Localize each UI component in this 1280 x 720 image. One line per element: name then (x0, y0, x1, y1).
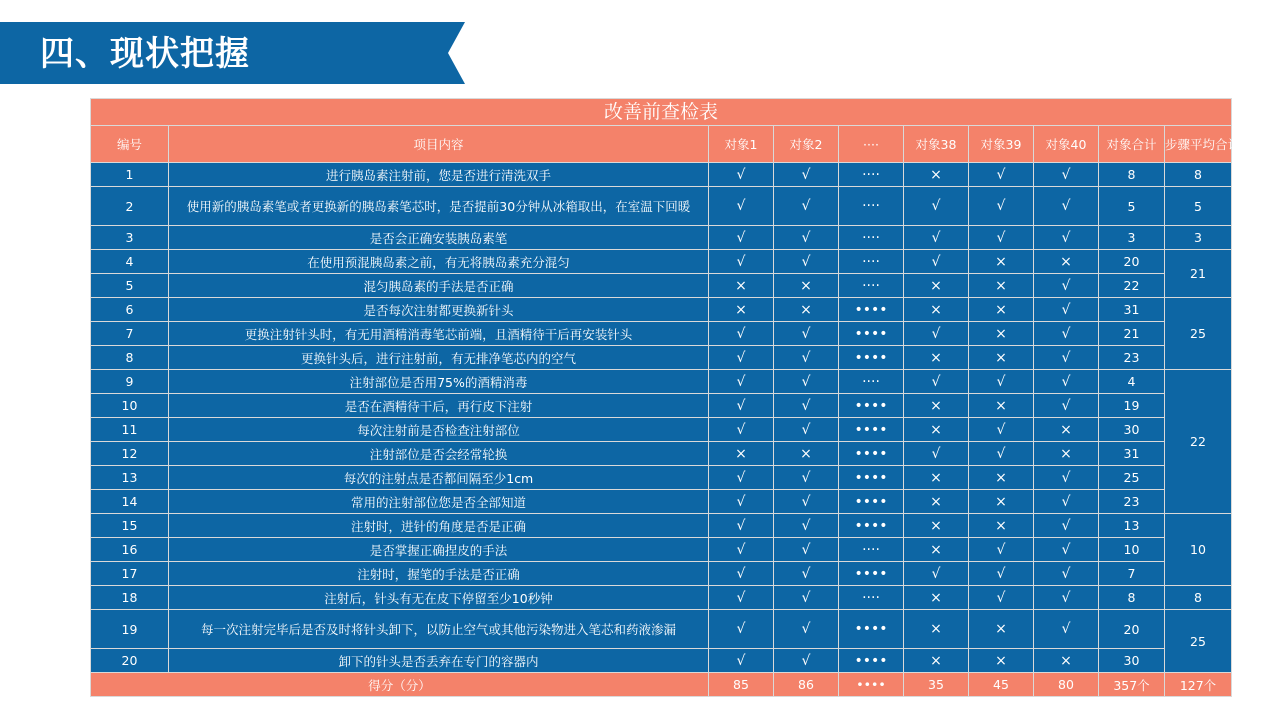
row-step-average: 25 (1165, 298, 1232, 370)
row-subject-1-mark: √ (709, 562, 774, 586)
row-subject-2-mark: √ (774, 586, 839, 610)
table-row (91, 649, 1232, 673)
row-total: 13 (1099, 514, 1165, 538)
table-row (91, 322, 1232, 346)
table-row (91, 466, 1232, 490)
row-total: 30 (1099, 418, 1165, 442)
row-subject-39-mark: × (969, 298, 1034, 322)
table-row (91, 394, 1232, 418)
row-subject-39-mark: × (969, 610, 1034, 649)
row-subject-1-mark: √ (709, 538, 774, 562)
table-row (91, 226, 1232, 250)
row-subject-2-mark: √ (774, 187, 839, 226)
row-item: 每次注射前是否检查注射部位 (169, 418, 709, 442)
row-ellipsis-mark: •••• (839, 562, 904, 586)
row-subject-40-mark: √ (1034, 538, 1099, 562)
row-item: 是否在酒精待干后，再行皮下注射 (169, 394, 709, 418)
row-subject-40-mark: √ (1034, 586, 1099, 610)
row-subject-1-mark: √ (709, 370, 774, 394)
row-subject-2-mark: √ (774, 514, 839, 538)
header-row (91, 126, 1232, 163)
row-number: 17 (91, 562, 169, 586)
header-step-average: 步骤平均合计 (1165, 126, 1232, 163)
row-ellipsis-mark: ···· (839, 226, 904, 250)
row-subject-1-mark: √ (709, 322, 774, 346)
row-step-average: 3 (1165, 226, 1232, 250)
footer-score-38: 35 (904, 673, 969, 697)
row-subject-2-mark: × (774, 298, 839, 322)
row-subject-38-mark: √ (904, 226, 969, 250)
row-item: 注射部位是否会经常轮换 (169, 442, 709, 466)
row-subject-1-mark: × (709, 274, 774, 298)
header-subject-40: 对象40 (1034, 126, 1099, 163)
row-item: 注射时，进针的角度是否是正确 (169, 514, 709, 538)
row-item: 是否每次注射都更换新针头 (169, 298, 709, 322)
row-total: 22 (1099, 274, 1165, 298)
row-number: 4 (91, 250, 169, 274)
table-row (91, 346, 1232, 370)
row-subject-38-mark: × (904, 346, 969, 370)
row-subject-39-mark: √ (969, 442, 1034, 466)
footer-label: 得分（分） (91, 673, 709, 697)
row-subject-38-mark: × (904, 298, 969, 322)
row-number: 10 (91, 394, 169, 418)
table-row (91, 250, 1232, 274)
row-item: 在使用预混胰岛素之前，有无将胰岛素充分混匀 (169, 250, 709, 274)
row-subject-40-mark: √ (1034, 163, 1099, 187)
row-subject-1-mark: × (709, 298, 774, 322)
row-ellipsis-mark: •••• (839, 610, 904, 649)
row-number: 12 (91, 442, 169, 466)
row-item: 是否会正确安装胰岛素笔 (169, 226, 709, 250)
table-row (91, 163, 1232, 187)
row-ellipsis-mark: ···· (839, 187, 904, 226)
row-subject-38-mark: √ (904, 187, 969, 226)
row-number: 18 (91, 586, 169, 610)
row-ellipsis-mark: ···· (839, 250, 904, 274)
row-subject-2-mark: √ (774, 346, 839, 370)
row-subject-40-mark: √ (1034, 322, 1099, 346)
header-item: 项目内容 (169, 126, 709, 163)
row-ellipsis-mark: ···· (839, 163, 904, 187)
row-total: 21 (1099, 322, 1165, 346)
row-subject-38-mark: × (904, 466, 969, 490)
row-total: 5 (1099, 187, 1165, 226)
table-row (91, 370, 1232, 394)
row-item: 卸下的针头是否丢弃在专门的容器内 (169, 649, 709, 673)
row-total: 20 (1099, 250, 1165, 274)
row-subject-40-mark: √ (1034, 562, 1099, 586)
row-subject-1-mark: √ (709, 226, 774, 250)
row-subject-2-mark: √ (774, 418, 839, 442)
table-row (91, 514, 1232, 538)
row-subject-38-mark: × (904, 418, 969, 442)
row-ellipsis-mark: •••• (839, 298, 904, 322)
row-item: 更换针头后，进行注射前，有无排净笔芯内的空气 (169, 346, 709, 370)
row-number: 19 (91, 610, 169, 649)
row-item: 每一次注射完毕后是否及时将针头卸下，以防止空气或其他污染物进入笔芯和药液渗漏 (169, 610, 709, 649)
row-subject-38-mark: × (904, 490, 969, 514)
row-total: 23 (1099, 346, 1165, 370)
row-subject-1-mark: √ (709, 610, 774, 649)
table-caption: 改善前查检表 (91, 99, 1232, 126)
row-subject-39-mark: √ (969, 562, 1034, 586)
row-subject-2-mark: √ (774, 490, 839, 514)
row-ellipsis-mark: •••• (839, 466, 904, 490)
row-ellipsis-mark: •••• (839, 322, 904, 346)
footer-score-40: 80 (1034, 673, 1099, 697)
row-subject-1-mark: √ (709, 649, 774, 673)
row-total: 4 (1099, 370, 1165, 394)
row-total: 8 (1099, 163, 1165, 187)
row-subject-38-mark: √ (904, 370, 969, 394)
row-subject-1-mark: √ (709, 490, 774, 514)
table-row (91, 442, 1232, 466)
row-number: 14 (91, 490, 169, 514)
row-subject-1-mark: × (709, 442, 774, 466)
footer-total: 357个 (1099, 673, 1165, 697)
row-subject-2-mark: × (774, 442, 839, 466)
row-ellipsis-mark: •••• (839, 514, 904, 538)
row-subject-40-mark: √ (1034, 346, 1099, 370)
check-table (90, 98, 1241, 697)
footer-score-ellipsis: •••• (839, 673, 904, 697)
row-number: 2 (91, 187, 169, 226)
row-step-average: 21 (1165, 250, 1232, 298)
row-subject-40-mark: × (1034, 250, 1099, 274)
row-number: 8 (91, 346, 169, 370)
table-row (91, 274, 1232, 298)
row-ellipsis-mark: •••• (839, 346, 904, 370)
row-item: 混匀胰岛素的手法是否正确 (169, 274, 709, 298)
row-subject-2-mark: √ (774, 370, 839, 394)
row-ellipsis-mark: •••• (839, 490, 904, 514)
row-subject-38-mark: × (904, 514, 969, 538)
row-ellipsis-mark: •••• (839, 649, 904, 673)
row-subject-40-mark: √ (1034, 490, 1099, 514)
row-total: 19 (1099, 394, 1165, 418)
row-subject-39-mark: √ (969, 586, 1034, 610)
row-subject-39-mark: × (969, 322, 1034, 346)
footer-score-39: 45 (969, 673, 1034, 697)
table-row (91, 490, 1232, 514)
row-subject-40-mark: √ (1034, 298, 1099, 322)
row-subject-39-mark: √ (969, 163, 1034, 187)
row-subject-2-mark: √ (774, 163, 839, 187)
row-subject-1-mark: √ (709, 514, 774, 538)
row-subject-40-mark: √ (1034, 514, 1099, 538)
footer-score-2: 86 (774, 673, 839, 697)
row-subject-40-mark: √ (1034, 370, 1099, 394)
row-number: 7 (91, 322, 169, 346)
footer-row (91, 673, 1232, 697)
row-subject-38-mark: √ (904, 322, 969, 346)
header-subject-39: 对象39 (969, 126, 1034, 163)
row-number: 16 (91, 538, 169, 562)
row-item: 进行胰岛素注射前，您是否进行清洗双手 (169, 163, 709, 187)
row-number: 15 (91, 514, 169, 538)
row-subject-39-mark: × (969, 394, 1034, 418)
row-subject-40-mark: √ (1034, 274, 1099, 298)
row-total: 23 (1099, 490, 1165, 514)
row-subject-39-mark: × (969, 649, 1034, 673)
row-step-average: 10 (1165, 514, 1232, 586)
row-subject-2-mark: × (774, 274, 839, 298)
row-subject-38-mark: √ (904, 250, 969, 274)
header-ellipsis: ···· (839, 126, 904, 163)
row-total: 25 (1099, 466, 1165, 490)
row-step-average: 5 (1165, 187, 1232, 226)
row-subject-1-mark: √ (709, 163, 774, 187)
row-item: 常用的注射部位您是否全部知道 (169, 490, 709, 514)
row-subject-2-mark: √ (774, 649, 839, 673)
row-total: 7 (1099, 562, 1165, 586)
row-ellipsis-mark: ···· (839, 274, 904, 298)
row-subject-40-mark: √ (1034, 187, 1099, 226)
row-number: 6 (91, 298, 169, 322)
row-subject-38-mark: × (904, 586, 969, 610)
row-number: 13 (91, 466, 169, 490)
row-subject-39-mark: × (969, 514, 1034, 538)
row-subject-39-mark: √ (969, 418, 1034, 442)
row-number: 20 (91, 649, 169, 673)
row-subject-1-mark: √ (709, 346, 774, 370)
row-subject-2-mark: √ (774, 394, 839, 418)
row-subject-2-mark: √ (774, 250, 839, 274)
row-subject-40-mark: √ (1034, 394, 1099, 418)
row-item: 注射部位是否用75%的酒精消毒 (169, 370, 709, 394)
row-subject-1-mark: √ (709, 250, 774, 274)
row-subject-40-mark: × (1034, 649, 1099, 673)
row-subject-40-mark: √ (1034, 226, 1099, 250)
header-subject-2: 对象2 (774, 126, 839, 163)
row-subject-1-mark: √ (709, 466, 774, 490)
row-step-average: 25 (1165, 610, 1232, 673)
row-ellipsis-mark: ···· (839, 538, 904, 562)
row-total: 8 (1099, 586, 1165, 610)
row-subject-39-mark: × (969, 250, 1034, 274)
row-ellipsis-mark: ···· (839, 586, 904, 610)
row-subject-1-mark: √ (709, 394, 774, 418)
row-subject-38-mark: × (904, 610, 969, 649)
row-subject-38-mark: × (904, 649, 969, 673)
header-number: 编号 (91, 126, 169, 163)
row-subject-38-mark: × (904, 538, 969, 562)
row-subject-38-mark: × (904, 163, 969, 187)
row-step-average: 8 (1165, 163, 1232, 187)
footer-score-1: 85 (709, 673, 774, 697)
row-subject-39-mark: × (969, 466, 1034, 490)
row-total: 20 (1099, 610, 1165, 649)
table-row (91, 586, 1232, 610)
row-subject-1-mark: √ (709, 187, 774, 226)
row-item: 注射后，针头有无在皮下停留至少10秒钟 (169, 586, 709, 610)
row-ellipsis-mark: ···· (839, 370, 904, 394)
row-subject-40-mark: √ (1034, 466, 1099, 490)
row-subject-2-mark: √ (774, 538, 839, 562)
row-subject-39-mark: × (969, 490, 1034, 514)
header-subject-38: 对象38 (904, 126, 969, 163)
table-row (91, 418, 1232, 442)
row-subject-2-mark: √ (774, 610, 839, 649)
row-step-average: 8 (1165, 586, 1232, 610)
row-item: 是否掌握正确捏皮的手法 (169, 538, 709, 562)
table-row (91, 187, 1232, 226)
table-row (91, 610, 1232, 649)
footer-step-average: 127个 (1165, 673, 1232, 697)
row-number: 3 (91, 226, 169, 250)
row-subject-39-mark: √ (969, 538, 1034, 562)
row-subject-38-mark: × (904, 394, 969, 418)
row-number: 9 (91, 370, 169, 394)
row-subject-38-mark: √ (904, 442, 969, 466)
row-subject-39-mark: × (969, 274, 1034, 298)
header-total: 对象合计 (1099, 126, 1165, 163)
row-total: 30 (1099, 649, 1165, 673)
row-subject-38-mark: × (904, 274, 969, 298)
row-number: 5 (91, 274, 169, 298)
row-item: 每次的注射点是否都间隔至少1cm (169, 466, 709, 490)
table-row (91, 298, 1232, 322)
row-item: 使用新的胰岛素笔或者更换新的胰岛素笔芯时，是否提前30分钟从冰箱取出，在室温下回暖 (169, 187, 709, 226)
row-ellipsis-mark: •••• (839, 394, 904, 418)
row-total: 31 (1099, 298, 1165, 322)
row-subject-40-mark: √ (1034, 610, 1099, 649)
row-ellipsis-mark: •••• (839, 442, 904, 466)
row-subject-2-mark: √ (774, 226, 839, 250)
row-subject-40-mark: × (1034, 418, 1099, 442)
row-ellipsis-mark: •••• (839, 418, 904, 442)
row-subject-2-mark: √ (774, 322, 839, 346)
row-item: 更换注射针头时，有无用酒精消毒笔芯前端，且酒精待干后再安装针头 (169, 322, 709, 346)
row-total: 10 (1099, 538, 1165, 562)
row-subject-2-mark: √ (774, 562, 839, 586)
header-subject-1: 对象1 (709, 126, 774, 163)
row-total: 31 (1099, 442, 1165, 466)
row-subject-39-mark: √ (969, 370, 1034, 394)
row-subject-39-mark: × (969, 346, 1034, 370)
row-step-average: 22 (1165, 370, 1232, 514)
row-subject-39-mark: √ (969, 187, 1034, 226)
table-row (91, 538, 1232, 562)
row-subject-1-mark: √ (709, 586, 774, 610)
row-subject-2-mark: √ (774, 466, 839, 490)
row-subject-39-mark: √ (969, 226, 1034, 250)
row-subject-1-mark: √ (709, 418, 774, 442)
row-subject-38-mark: √ (904, 562, 969, 586)
row-total: 3 (1099, 226, 1165, 250)
page-title: 四、现状把握 (40, 34, 250, 74)
row-item: 注射时，握笔的手法是否正确 (169, 562, 709, 586)
row-number: 11 (91, 418, 169, 442)
table-row (91, 562, 1232, 586)
row-subject-40-mark: × (1034, 442, 1099, 466)
table-caption-row (91, 99, 1232, 126)
row-number: 1 (91, 163, 169, 187)
